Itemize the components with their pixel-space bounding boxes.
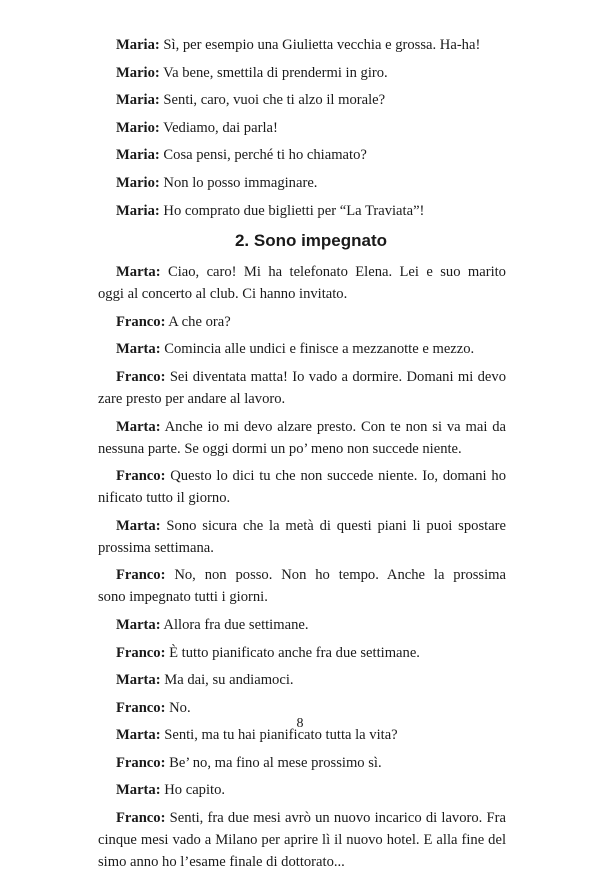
dialogue-text: Ma dai, su andiamoci. [164,672,294,689]
dialogue-text: Va bene, smettila di prendermi in giro. [163,64,388,81]
dialogue-text: Sei diventata matta! Io vado a dormire. Domani mi devo [169,368,506,385]
dialogue-first-line [116,614,506,636]
dialogue-turn [116,669,506,691]
dialogue-turn [116,311,506,333]
dialogue-turn [116,172,506,194]
dialogue-text: Questo lo dici tu che non succede niente. Io, domani ho [170,468,506,485]
speaker-name: Marta: [116,727,161,744]
speaker-name: Franco: [116,810,166,827]
dialogue-text: Anche io mi devo alzare presto. Con te non si va mai da [164,418,506,435]
dialogue-text: Comincia alle undici e finisce a mezzanotte e mezzo. [164,341,475,358]
dialogue-first-line [116,261,506,283]
page-number: 8 [296,716,304,731]
speaker-name: Maria: [116,37,160,53]
dialogue-turn [116,144,506,166]
dialogue-turn [116,779,506,801]
dialogue-text: Allora fra due settimane. [163,616,309,633]
speaker-name: Franco: [116,644,166,661]
speaker-name: Mario: [116,119,160,136]
speaker-name: Franco: [116,368,166,385]
dialogue-first-line [116,311,506,333]
dialogue-turn [98,416,506,460]
dialogue-text: No, non posso. Non ho tempo. Anche la prossima [174,567,506,584]
speaker-name: Franco: [116,699,166,716]
dialogue-first-line [116,642,506,664]
speaker-name: Marta: [116,616,161,633]
dialogue-first-line [116,117,506,139]
dialogue-text: Be’ no, ma fino al mese prossimo sì. [169,754,382,771]
dialogue-text: Vediamo, dai parla! [163,119,278,136]
text-column [98,34,506,879]
dialogue-first-line [116,807,506,829]
dialogue-text: nificato tutto il giorno. [98,490,231,507]
dialogue-text: Sì, per esempio una Giulietta vecchia e grossa. Ha-ha! [163,37,481,53]
speaker-name: Franco: [116,468,166,485]
dialogue-text: zare presto per andare al lavoro. [98,390,286,407]
dialogue-text: A che ora? [168,313,231,330]
dialogue-turn [116,89,506,111]
dialogue-turn [116,752,506,774]
dialogue-text: Ho comprato due biglietti per “La Traviata”! [163,202,425,219]
dialogue-text: cinque mesi vado a Milano per aprire lì il nuovo hotel. E alla fine del [98,832,506,849]
dialogue-continuation-line [98,851,506,873]
dialogue-text: simo anno ho l’esame finale di dottorato... [98,854,345,871]
dialogue-turn [98,465,506,509]
dialogue-text: sono impegnato tutti i giorni. [98,589,268,606]
speaker-name: Marta: [116,782,161,799]
dialogue-first-line [116,144,506,166]
speaker-name: Marta: [116,341,161,358]
dialogue-turn [116,642,506,664]
dialogue-turn [116,614,506,636]
dialogue-turn [98,807,506,873]
dialogue-first-line [116,366,506,388]
dialogue-first-line [116,172,506,194]
dialogue-first-line [116,669,506,691]
dialogue-part-1 [116,34,506,222]
speaker-name: Maria: [116,202,160,219]
dialogue-continuation-line [98,487,506,509]
dialogue-continuation-line [98,586,506,608]
dialogue-first-line [116,62,506,84]
speaker-name: Mario: [116,64,160,81]
dialogue-text: Non lo posso immaginare. [163,174,318,191]
dialogue-first-line [116,465,506,487]
dialogue-first-line [116,564,506,586]
speaker-name: Franco: [116,754,166,771]
dialogue-text: nessuna parte. Se oggi dormi un po’ meno non succede niente. [98,440,462,457]
dialogue-turn [98,515,506,559]
speaker-name: Franco: [116,567,166,584]
dialogue-continuation-line [98,438,506,460]
dialogue-text: prossima settimana. [98,539,214,556]
dialogue-first-line [116,200,506,222]
speaker-name: Maria: [116,147,160,164]
dialogue-first-line [116,89,506,111]
dialogue-first-line [116,779,506,801]
dialogue-first-line [116,34,506,56]
dialogue-continuation-line [98,388,506,410]
dialogue-text: Senti, caro, vuoi che ti alzo il morale? [163,92,386,109]
dialogue-first-line [116,338,506,360]
dialogue-turn [98,261,506,305]
speaker-name: Marta: [116,418,161,435]
dialogue-turn [116,34,506,56]
dialogue-text: Senti, fra due mesi avrò un nuovo incarico di lavoro. Fra [169,810,506,827]
dialogue-turn [116,117,506,139]
dialogue-turn [116,200,506,222]
speaker-name: Marta: [116,672,161,689]
speaker-name: Mario: [116,174,160,191]
dialogue-continuation-line [98,537,506,559]
speaker-name: Franco: [116,313,166,330]
dialogue-text: Ciao, caro! Mi ha telefonato Elena. Lei e suo marito [167,264,506,281]
dialogue-turn [116,62,506,84]
dialogue-turn [98,564,506,608]
dialogue-part-2 [98,261,506,873]
dialogue-continuation-line [98,829,506,851]
dialogue-text: No. [169,699,191,716]
dialogue-first-line [116,752,506,774]
speaker-name: Marta: [116,517,161,534]
dialogue-text: Sono sicura che la metà di questi piani li puoi spostare [166,517,506,534]
dialogue-text: oggi al concerto al club. Ci hanno invitato. [98,286,348,303]
section-title: 2. Sono impegnato [234,231,388,251]
dialogue-text: È tutto pianificato anche fra due settimane. [169,644,420,661]
dialogue-first-line [116,515,506,537]
dialogue-turn [116,338,506,360]
dialogue-continuation-line [98,283,506,305]
dialogue-text: Cosa pensi, perché ti ho chiamato? [163,147,367,164]
dialogue-first-line [116,416,506,438]
dialogue-text: Ho capito. [164,782,226,799]
dialogue-text: Senti, ma tu hai pianificato tutta la vita? [164,727,398,744]
dialogue-turn [98,366,506,410]
speaker-name: Maria: [116,92,160,109]
speaker-name: Marta: [116,264,161,281]
